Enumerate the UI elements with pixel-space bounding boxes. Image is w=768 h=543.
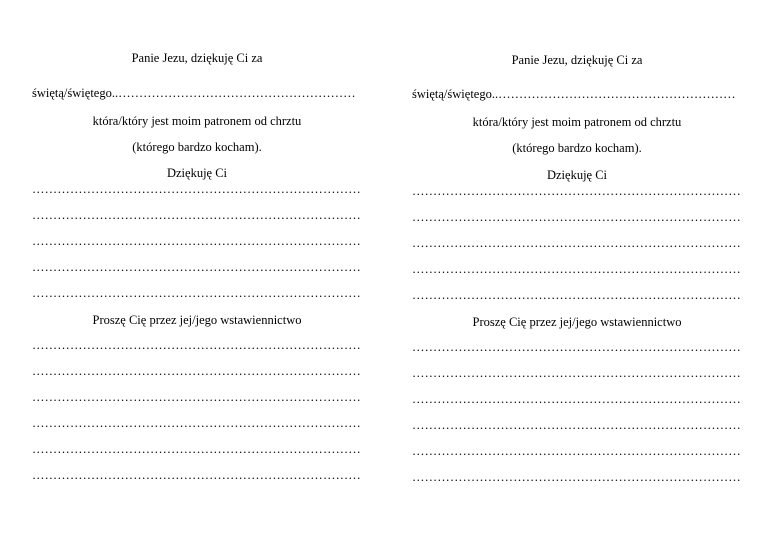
thanks-dotted-line: …………………………………………………………………… xyxy=(412,262,741,276)
intercession-label: Proszę Cię przez jej/jego wstawiennictwo xyxy=(92,313,302,327)
intercession-dotted-line: …………………………………………………………………… xyxy=(32,364,361,378)
thanks-label: Dziękuję Ci xyxy=(546,168,608,182)
thanks-dotted-line: …………………………………………………………………… xyxy=(32,286,361,300)
intercession-label: Proszę Cię przez jej/jego wstawiennictwo xyxy=(472,315,682,329)
thanks-dotted-line: …………………………………………………………………… xyxy=(412,236,741,250)
thanks-dotted-line: …………………………………………………………………… xyxy=(412,288,741,302)
thanks-dotted-line: …………………………………………………………………… xyxy=(412,184,741,198)
thanks-dotted-line: …………………………………………………………………… xyxy=(32,260,361,274)
love-line: (którego bardzo kocham). xyxy=(512,141,642,155)
thanks-dotted-line: …………………………………………………………………… xyxy=(32,182,361,196)
love-line: (którego bardzo kocham). xyxy=(132,140,262,154)
saint-name-field: świętą/świętego..………………………………………………… xyxy=(32,86,356,100)
intercession-dotted-line: …………………………………………………………………… xyxy=(32,338,361,352)
intercession-dotted-line: …………………………………………………………………… xyxy=(412,392,741,406)
intercession-dotted-line: …………………………………………………………………… xyxy=(32,390,361,404)
prayer-card-right xyxy=(412,0,742,543)
patron-line: która/który jest moim patronem od chrztu xyxy=(472,115,682,129)
card-title: Panie Jezu, dziękuję Ci za xyxy=(131,51,263,65)
intercession-dotted-line: …………………………………………………………………… xyxy=(412,366,741,380)
thanks-label: Dziękuję Ci xyxy=(166,166,228,180)
intercession-dotted-line: …………………………………………………………………… xyxy=(412,444,741,458)
intercession-dotted-line: …………………………………………………………………… xyxy=(412,418,741,432)
saint-name-field: świętą/świętego..………………………………………………… xyxy=(412,87,736,101)
intercession-dotted-line: …………………………………………………………………… xyxy=(32,442,361,456)
prayer-card-left xyxy=(32,0,362,543)
thanks-dotted-line: …………………………………………………………………… xyxy=(32,234,361,248)
card-title: Panie Jezu, dziękuję Ci za xyxy=(511,53,643,67)
thanks-dotted-line: …………………………………………………………………… xyxy=(32,208,361,222)
intercession-dotted-line: …………………………………………………………………… xyxy=(412,340,741,354)
intercession-dotted-line: …………………………………………………………………… xyxy=(412,470,741,484)
intercession-dotted-line: …………………………………………………………………… xyxy=(32,416,361,430)
thanks-dotted-line: …………………………………………………………………… xyxy=(412,210,741,224)
patron-line: która/który jest moim patronem od chrztu xyxy=(92,114,302,128)
intercession-dotted-line: …………………………………………………………………… xyxy=(32,468,361,482)
